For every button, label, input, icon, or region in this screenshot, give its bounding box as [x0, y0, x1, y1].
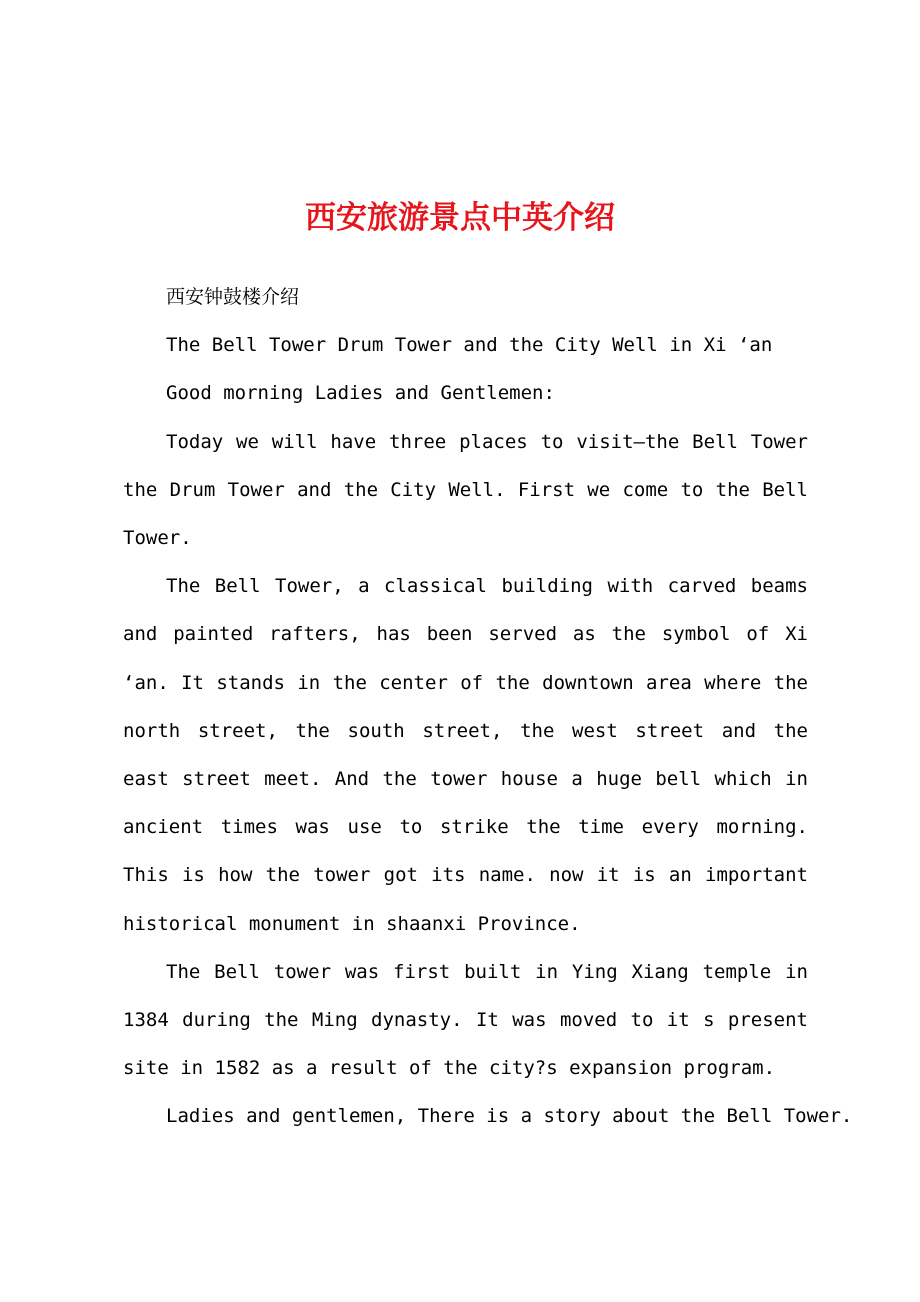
paragraph-bell-tower-history: The Bell tower was first built in Ying Xiang temple in 1384 during the Ming dynasty. It was moved to it s present site in 1582 as a result of the city?s expansion program.: [123, 960, 808, 1080]
document-title: 西安旅游景点中英介绍: [305, 200, 615, 236]
paragraph-bell-tower-description: The Bell Tower, a classical building with carved beams and painted rafters, has been served as the symbol of Xi ‘an. It stands in the center of the downtown area where the north street, the south street, the west street and the east street meet. And the tower house a huge bell which in ancient times was use to strike the time every morning. This is how the tower got its name. now it is an important historical monument in shaanxi Province.: [123, 575, 808, 935]
paragraph-greeting: Good morning Ladies and Gentlemen:: [166, 382, 555, 405]
paragraph-english-heading: The Bell Tower Drum Tower and the City Well in Xi ‘an: [166, 334, 773, 357]
paragraph-story-intro: Ladies and gentlemen, There is a story about the Bell Tower.: [166, 1105, 853, 1128]
document-body: [123, 273, 853, 1141]
paragraph-intro: Today we will have three places to visit—the Bell Tower the Drum Tower and the City Well. First we come to the Bell Tower.: [123, 430, 808, 550]
paragraph-section-heading: 西安钟鼓楼介绍: [166, 286, 300, 308]
